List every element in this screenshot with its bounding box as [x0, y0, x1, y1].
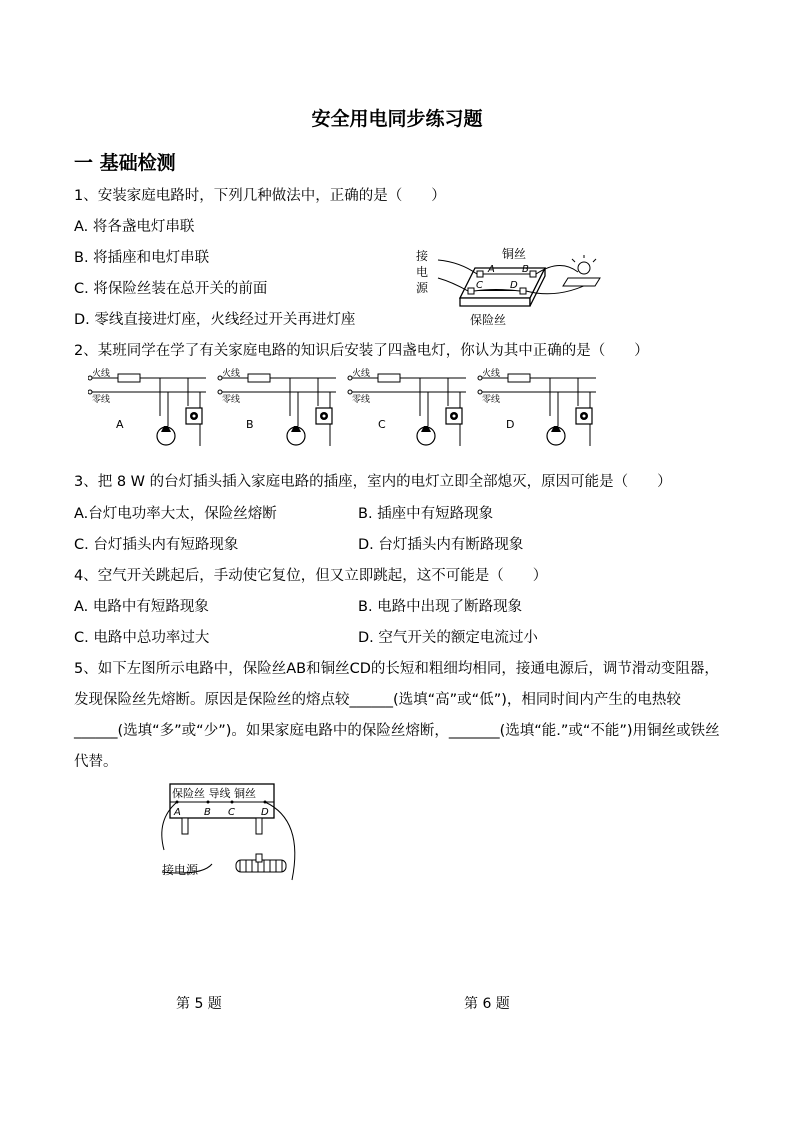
q4-option-b: B. 电路中出现了断路现象	[358, 599, 523, 615]
q1-option-d: D. 零线直接进灯座，火线经过开关再进灯座	[74, 312, 356, 328]
q1-option-a: A. 将各盏电灯串联	[74, 219, 195, 235]
q5-point-a: A	[174, 807, 181, 818]
section-heading: 一 基础检测	[74, 152, 176, 174]
q1-label-fuse: 保险丝	[470, 313, 507, 327]
q1-point-d: D	[510, 280, 518, 291]
q2-live-label: 火线	[92, 369, 111, 379]
q5-circuit-figure	[152, 780, 312, 890]
q1-label-power-1: 接	[416, 249, 429, 263]
q1-fuse-figure	[410, 238, 610, 330]
q5-text: 5、如下左图所示电路中，保险丝AB和铜丝CD的长短和粗细均相同，接通电源后，调节滑动变阻器，发现保险丝先熔断。原因是保险丝的熔点较______(选填“高”或“低”)，相同时间内产生的电热较______(选填“多”或“少”)。如果家庭电路中的保险丝熔断，_______(选填“能.”或“不能”)用铜丝或铁丝代替。	[74, 661, 720, 770]
q2-neutral-label: 零线	[482, 395, 501, 405]
q1-label-copper: 铜丝	[502, 247, 527, 261]
q3-option-b: B. 插座中有短路现象	[358, 506, 494, 522]
q2-live-label: 火线	[352, 369, 371, 379]
q2-neutral-label: 零线	[92, 395, 111, 405]
caption-q6: 第 6 题	[464, 996, 510, 1012]
q1-label-power-2: 电	[416, 265, 429, 279]
q1-label-power-3: 源	[416, 281, 429, 295]
q4-option-c: C. 电路中总功率过大	[74, 630, 210, 646]
caption-q5: 第 5 题	[176, 996, 222, 1012]
page-title: 安全用电同步练习题	[311, 108, 483, 130]
q2-circuits-figure	[88, 368, 608, 456]
q5-point-b: B	[204, 807, 211, 818]
q1-point-a: A	[488, 264, 495, 275]
q2-panel-letter: A	[116, 418, 124, 431]
q2-stem: 2、某班同学在学了有关家庭电路的知识后安装了四盏电灯，你认为其中正确的是（ ）	[74, 343, 649, 359]
q1-option-c: C. 将保险丝装在总开关的前面	[74, 281, 268, 297]
q2-neutral-label: 零线	[222, 395, 241, 405]
q2-panel-letter: C	[378, 418, 386, 431]
q2-live-label: 火线	[482, 369, 501, 379]
q5-header-label: 保险丝 导线 铜丝	[172, 787, 256, 800]
q1-stem: 1、安装家庭电路时，下列几种做法中，正确的是（ ）	[74, 188, 446, 204]
q2-live-label: 火线	[222, 369, 241, 379]
q1-point-b: B	[522, 264, 529, 275]
q2-panel-a	[88, 368, 206, 446]
q3-option-d: D. 台灯插头内有断路现象	[358, 537, 524, 553]
q2-neutral-label: 零线	[352, 395, 371, 405]
q1-option-b: B. 将插座和电灯串联	[74, 250, 210, 266]
q4-stem: 4、空气开关跳起后，手动使它复位，但又立即跳起，这不可能是（ ）	[74, 568, 548, 584]
q5-point-c: C	[228, 807, 235, 818]
q1-point-c: C	[476, 280, 483, 291]
q3-option-c: C. 台灯插头内有短路现象	[74, 537, 239, 553]
q3-stem: 3、把 8 W 的台灯插头插入家庭电路的插座，室内的电灯立即全部熄灭，原因可能是（ ）	[74, 474, 672, 490]
q5-point-d: D	[261, 807, 269, 818]
q3-option-a: A.台灯电功率大太，保险丝熔断	[74, 506, 277, 522]
q2-panel-b	[218, 368, 336, 446]
q2-panel-letter: B	[246, 418, 254, 431]
q5-power-label: 接电源	[162, 863, 199, 877]
q4-option-d: D. 空气开关的额定电流过小	[358, 630, 538, 646]
q2-panel-d	[478, 368, 596, 446]
q2-panel-letter: D	[506, 418, 515, 431]
q2-panel-c	[348, 368, 466, 446]
q4-option-a: A. 电路中有短路现象	[74, 599, 209, 615]
